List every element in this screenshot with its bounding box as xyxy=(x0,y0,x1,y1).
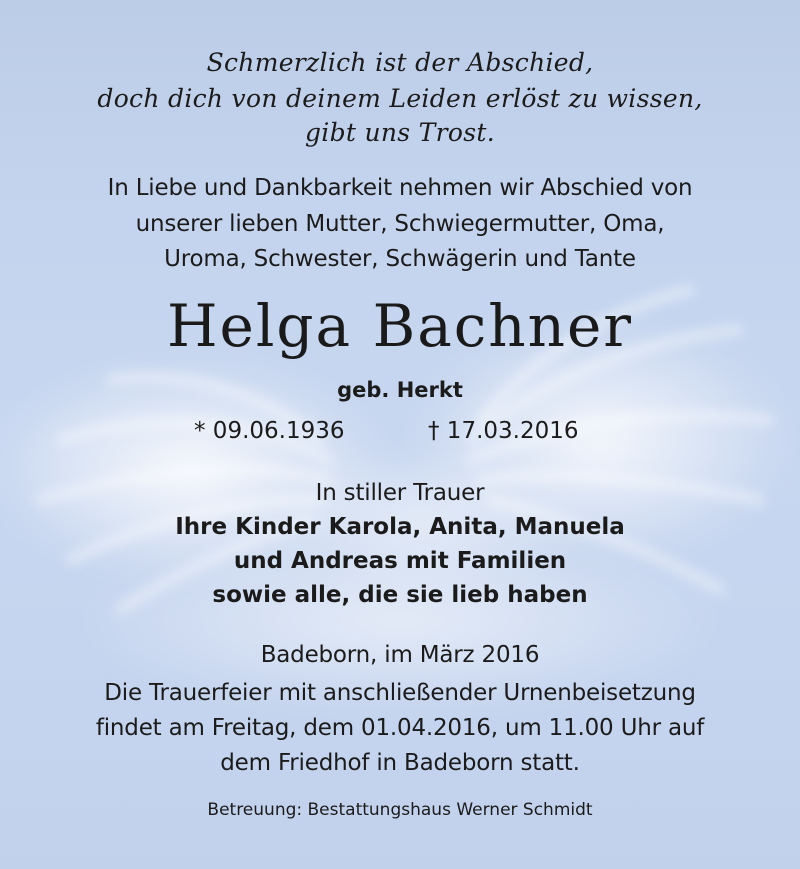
funeral-line-1: Die Trauerfeier mit anschließender Urnenbeisetzung xyxy=(104,680,696,706)
death-date: † 17.03.2016 xyxy=(428,418,579,444)
mourners-line-1: Ihre Kinder Karola, Anita, Manuela xyxy=(175,514,625,540)
intro-line-3: Uroma, Schwester, Schwägerin und Tante xyxy=(164,246,636,272)
funeral-line-3: dem Friedhof in Badeborn statt. xyxy=(220,750,580,776)
birth-date: * 09.06.1936 xyxy=(194,418,345,444)
verse-line-2: doch dich von deinem Leiden erlöst zu wissen, xyxy=(97,84,703,113)
mourners-line-2: und Andreas mit Familien xyxy=(233,548,567,574)
intro-line-2: unserer lieben Mutter, Schwiegermutter, Oma, xyxy=(135,211,665,237)
mourners-heading: In stiller Trauer xyxy=(315,480,485,506)
verse-line-1: Schmerzlich ist der Abschied, xyxy=(206,48,594,77)
life-dates xyxy=(0,418,800,452)
mourners-line-3: sowie alle, die sie lieb haben xyxy=(212,582,588,608)
care-note: Betreuung: Bestattungshaus Werner Schmidt xyxy=(207,800,593,820)
funeral-line-2: findet am Freitag, dem 01.04.2016, um 11.00 Uhr auf xyxy=(95,715,705,741)
maiden-name: geb. Herkt xyxy=(337,378,463,402)
deceased-name: Helga Bachner xyxy=(166,292,634,360)
verse-line-3: gibt uns Trost. xyxy=(305,118,495,147)
intro-line-1: In Liebe und Dankbarkeit nehmen wir Abschied von xyxy=(107,175,693,201)
place-date: Badeborn, im März 2016 xyxy=(260,642,540,668)
